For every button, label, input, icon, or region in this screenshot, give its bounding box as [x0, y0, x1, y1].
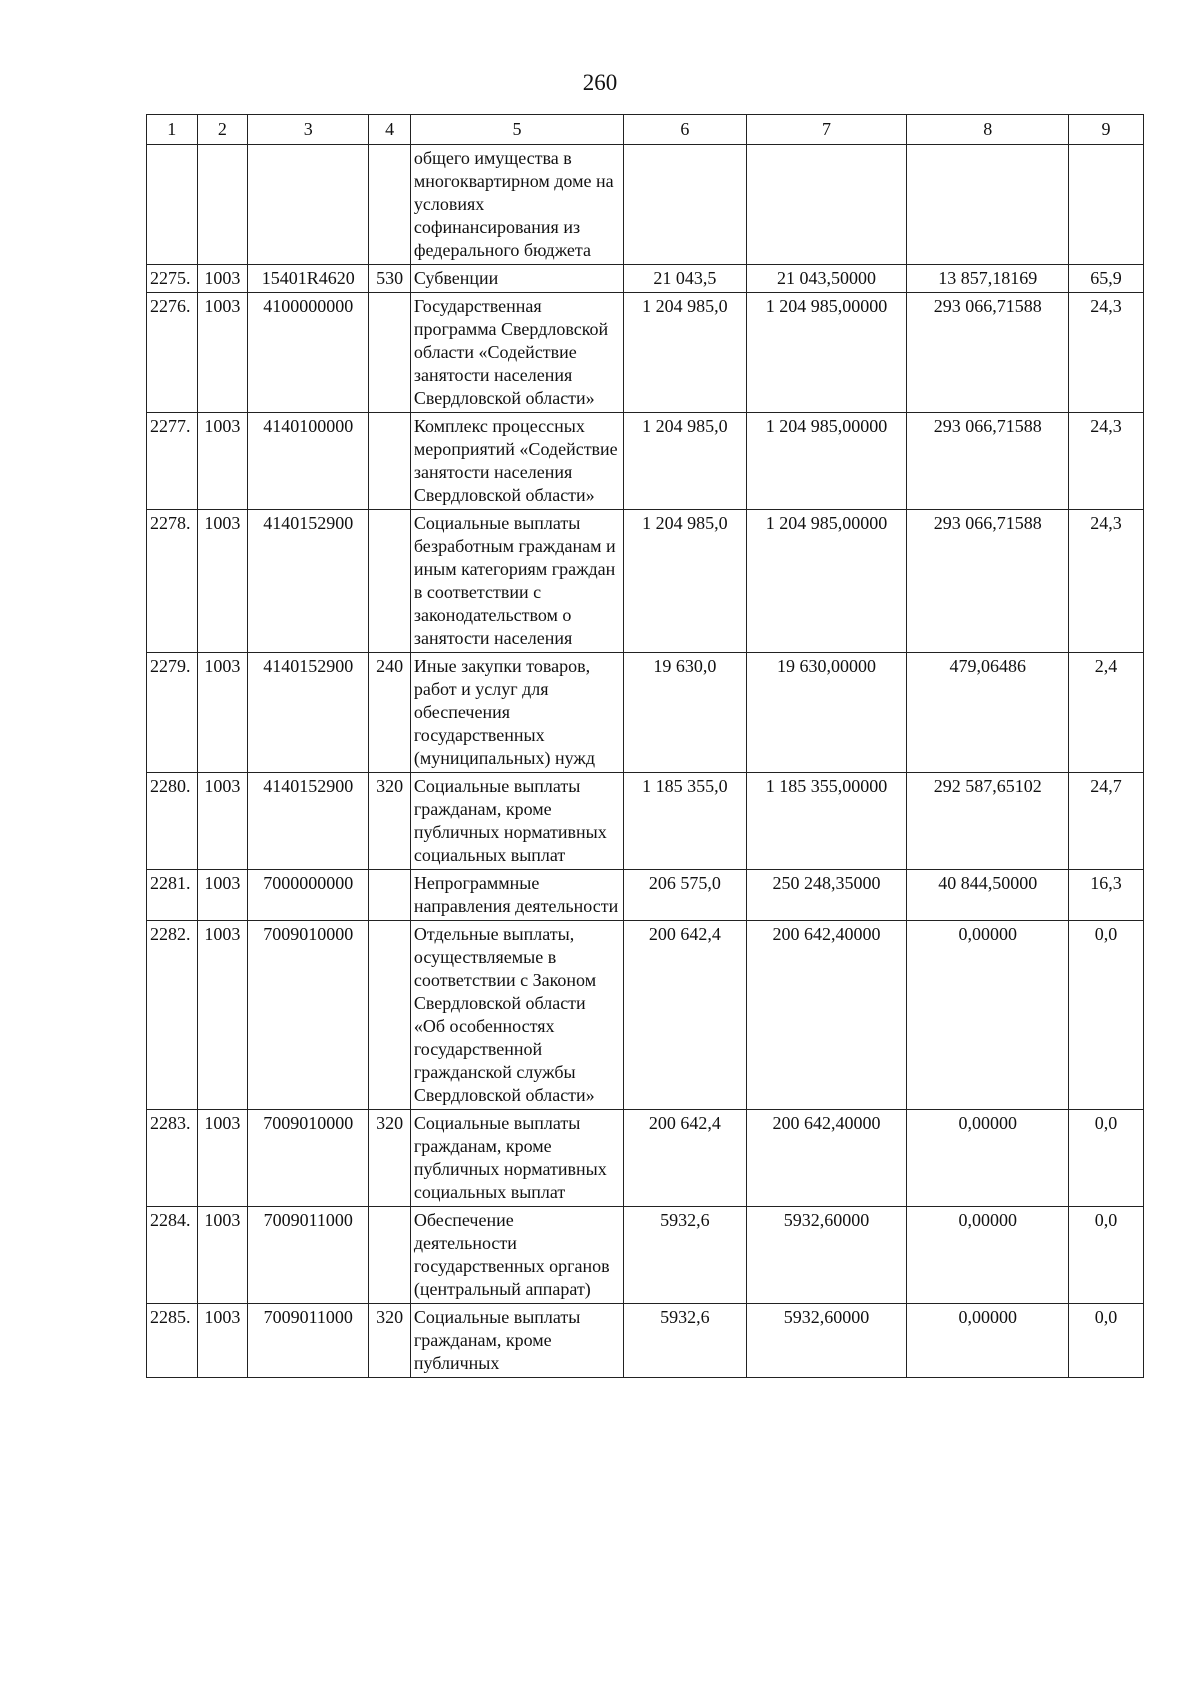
table-row — [147, 145, 1144, 265]
table-row — [147, 653, 1144, 773]
expense-type-code — [369, 293, 410, 413]
section-code: 1003 — [197, 413, 248, 510]
table-row — [147, 1110, 1144, 1207]
executed-amount: 13 857,18169 — [907, 265, 1069, 293]
executed-amount: 293 066,71588 — [907, 293, 1069, 413]
item-description: Непрограммные направления деятельности — [410, 870, 623, 921]
expense-type-code: 240 — [369, 653, 410, 773]
execution-percent: 0,0 — [1069, 1304, 1144, 1378]
execution-percent: 24,3 — [1069, 413, 1144, 510]
row-number: 2277. — [147, 413, 198, 510]
table-row — [147, 921, 1144, 1110]
expense-type-code: 530 — [369, 265, 410, 293]
approved-amount: 1 204 985,0 — [624, 510, 746, 653]
table-row — [147, 870, 1144, 921]
executed-amount: 292 587,65102 — [907, 773, 1069, 870]
row-number: 2284. — [147, 1207, 198, 1304]
target-article-code: 4100000000 — [248, 293, 369, 413]
execution-percent: 0,0 — [1069, 1207, 1144, 1304]
table-row — [147, 413, 1144, 510]
section-code: 1003 — [197, 510, 248, 653]
execution-percent — [1069, 145, 1144, 265]
budget-allocation: 21 043,50000 — [746, 265, 907, 293]
table-row — [147, 1207, 1144, 1304]
target-article-code: 4140100000 — [248, 413, 369, 510]
section-code: 1003 — [197, 870, 248, 921]
target-article-code: 7009010000 — [248, 1110, 369, 1207]
row-number: 2285. — [147, 1304, 198, 1378]
expense-type-code — [369, 145, 410, 265]
target-article-code: 4140152900 — [248, 653, 369, 773]
column-header: 4 — [369, 115, 410, 145]
section-code: 1003 — [197, 921, 248, 1110]
section-code: 1003 — [197, 1110, 248, 1207]
column-header: 7 — [746, 115, 907, 145]
executed-amount: 0,00000 — [907, 921, 1069, 1110]
section-code: 1003 — [197, 293, 248, 413]
budget-allocation: 200 642,40000 — [746, 921, 907, 1110]
budget-allocation: 1 185 355,00000 — [746, 773, 907, 870]
column-header: 3 — [248, 115, 369, 145]
expense-type-code — [369, 413, 410, 510]
target-article-code: 7000000000 — [248, 870, 369, 921]
execution-percent: 65,9 — [1069, 265, 1144, 293]
item-description: Социальные выплаты гражданам, кроме публичных нормативных социальных выплат — [410, 1110, 623, 1207]
column-header: 6 — [624, 115, 746, 145]
executed-amount — [907, 145, 1069, 265]
table-row — [147, 1304, 1144, 1378]
budget-allocation: 5932,60000 — [746, 1304, 907, 1378]
row-number: 2275. — [147, 265, 198, 293]
column-header: 1 — [147, 115, 198, 145]
row-number: 2279. — [147, 653, 198, 773]
item-description: Социальные выплаты гражданам, кроме публичных нормативных социальных выплат — [410, 773, 623, 870]
expense-type-code — [369, 1207, 410, 1304]
executed-amount: 293 066,71588 — [907, 413, 1069, 510]
expense-type-code: 320 — [369, 1110, 410, 1207]
execution-percent: 2,4 — [1069, 653, 1144, 773]
row-number: 2281. — [147, 870, 198, 921]
approved-amount: 206 575,0 — [624, 870, 746, 921]
page-number: 260 — [582, 70, 618, 95]
budget-allocation: 1 204 985,00000 — [746, 510, 907, 653]
executed-amount: 0,00000 — [907, 1304, 1069, 1378]
approved-amount: 5932,6 — [624, 1304, 746, 1378]
approved-amount: 200 642,4 — [624, 1110, 746, 1207]
budget-allocation: 250 248,35000 — [746, 870, 907, 921]
target-article-code: 7009011000 — [248, 1304, 369, 1378]
row-number: 2278. — [147, 510, 198, 653]
executed-amount: 293 066,71588 — [907, 510, 1069, 653]
approved-amount: 200 642,4 — [624, 921, 746, 1110]
budget-allocation: 1 204 985,00000 — [746, 413, 907, 510]
row-number: 2283. — [147, 1110, 198, 1207]
budget-allocation: 1 204 985,00000 — [746, 293, 907, 413]
table-row — [147, 510, 1144, 653]
target-article-code: 4140152900 — [248, 773, 369, 870]
execution-percent: 0,0 — [1069, 1110, 1144, 1207]
item-description: Социальные выплаты гражданам, кроме публичных — [410, 1304, 623, 1378]
section-code — [197, 145, 248, 265]
execution-percent: 0,0 — [1069, 921, 1144, 1110]
section-code: 1003 — [197, 265, 248, 293]
approved-amount: 5932,6 — [624, 1207, 746, 1304]
approved-amount: 1 204 985,0 — [624, 413, 746, 510]
table-row — [147, 773, 1144, 870]
section-code: 1003 — [197, 1207, 248, 1304]
item-description: Иные закупки товаров, работ и услуг для обеспечения государственных (муниципальных) нужд — [410, 653, 623, 773]
item-description: Социальные выплаты безработным гражданам и иным категориям граждан в соответствии с законодательством о занятости населения — [410, 510, 623, 653]
budget-allocation: 5932,60000 — [746, 1207, 907, 1304]
item-description: Субвенции — [410, 265, 623, 293]
column-header: 2 — [197, 115, 248, 145]
target-article-code — [248, 145, 369, 265]
execution-percent: 24,3 — [1069, 293, 1144, 413]
executed-amount: 479,06486 — [907, 653, 1069, 773]
expense-type-code: 320 — [369, 773, 410, 870]
section-code: 1003 — [197, 1304, 248, 1378]
column-header: 5 — [410, 115, 623, 145]
target-article-code: 7009010000 — [248, 921, 369, 1110]
section-code: 1003 — [197, 773, 248, 870]
approved-amount: 21 043,5 — [624, 265, 746, 293]
expense-type-code — [369, 921, 410, 1110]
executed-amount: 0,00000 — [907, 1110, 1069, 1207]
row-number: 2280. — [147, 773, 198, 870]
item-description: Обеспечение деятельности государственных органов (центральный аппарат) — [410, 1207, 623, 1304]
expense-type-code — [369, 870, 410, 921]
execution-percent: 24,3 — [1069, 510, 1144, 653]
expense-type-code: 320 — [369, 1304, 410, 1378]
budget-table — [146, 114, 1144, 1378]
row-number: 2282. — [147, 921, 198, 1110]
execution-percent: 16,3 — [1069, 870, 1144, 921]
header-row — [147, 115, 1144, 145]
executed-amount: 40 844,50000 — [907, 870, 1069, 921]
item-description: общего имущества в многоквартирном доме на условиях софинансирования из федерального бюджета — [410, 145, 623, 265]
row-number — [147, 145, 198, 265]
item-description: Государственная программа Свердловской области «Содействие занятости населения Свердловской области» — [410, 293, 623, 413]
budget-allocation: 19 630,00000 — [746, 653, 907, 773]
target-article-code: 4140152900 — [248, 510, 369, 653]
table-row — [147, 265, 1144, 293]
executed-amount: 0,00000 — [907, 1207, 1069, 1304]
item-description: Комплекс процессных мероприятий «Содействие занятости населения Свердловской области» — [410, 413, 623, 510]
approved-amount: 1 185 355,0 — [624, 773, 746, 870]
section-code: 1003 — [197, 653, 248, 773]
approved-amount: 1 204 985,0 — [624, 293, 746, 413]
expense-type-code — [369, 510, 410, 653]
budget-allocation: 200 642,40000 — [746, 1110, 907, 1207]
target-article-code: 7009011000 — [248, 1207, 369, 1304]
item-description: Отдельные выплаты, осуществляемые в соответствии с Законом Свердловской области «Об особенностях государственной гражданской службы Свердловской области» — [410, 921, 623, 1110]
target-article-code: 15401R4620 — [248, 265, 369, 293]
row-number: 2276. — [147, 293, 198, 413]
column-header: 8 — [907, 115, 1069, 145]
table-row — [147, 293, 1144, 413]
approved-amount — [624, 145, 746, 265]
column-header: 9 — [1069, 115, 1144, 145]
approved-amount: 19 630,0 — [624, 653, 746, 773]
budget-allocation — [746, 145, 907, 265]
execution-percent: 24,7 — [1069, 773, 1144, 870]
